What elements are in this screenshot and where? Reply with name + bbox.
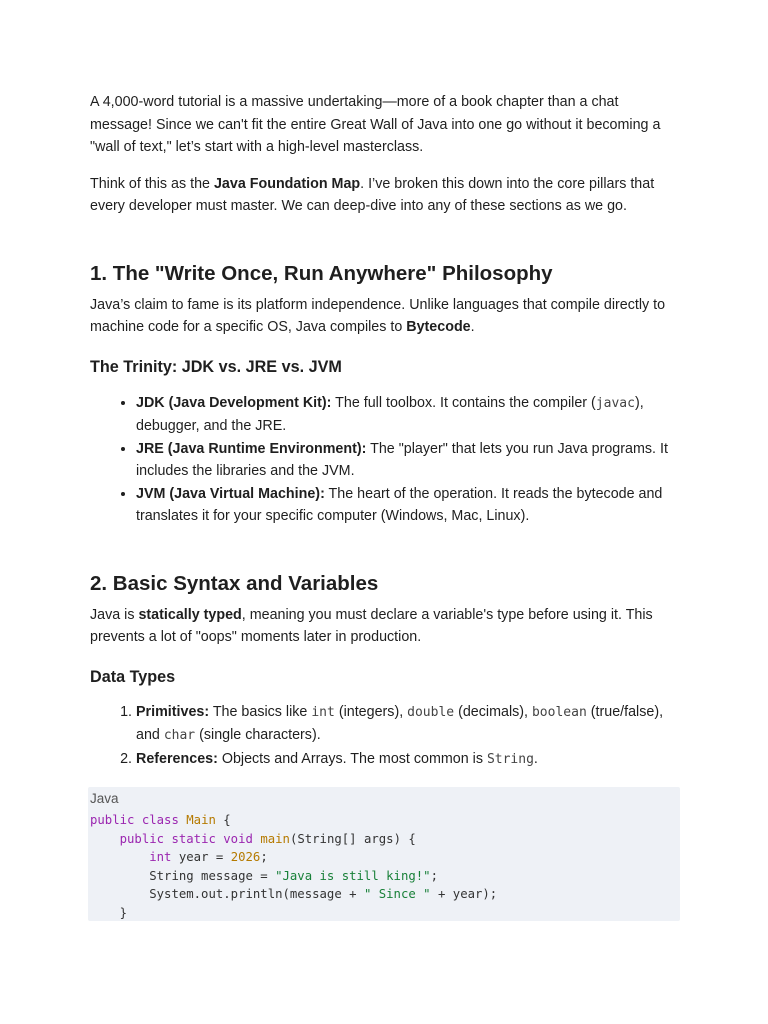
code-text: String message = xyxy=(149,868,276,883)
text: The heart of the operation. It reads the bytecode and translates it for your specific computer (Windows, Mac, Linux). xyxy=(136,485,663,524)
text: (true/false), and xyxy=(136,703,664,743)
article-content xyxy=(90,91,680,921)
code-keyword: class xyxy=(141,813,179,827)
section-2-heading: 2. Basic Syntax and Variables xyxy=(90,571,379,595)
intro-paragraph-1: A 4,000-word tutorial is a massive undertaking—more of a book chapter than a chat message! Since we can't fit the entire Great Wall of Java into one go without it becoming a "wall of text," let’s start with a high-level masterclass. xyxy=(90,94,661,155)
data-types-list xyxy=(90,701,680,772)
code-number: 2026 xyxy=(230,850,261,864)
code-keyword: public xyxy=(90,813,135,827)
code-text: year = xyxy=(171,850,231,864)
text: Java’s claim to fame is its platform independence. Unlike languages that compile directly to machine code for a specific OS, Java compiles to xyxy=(90,296,666,335)
text: Objects and Arrays. The most common is xyxy=(217,750,487,767)
code-class-name: Main xyxy=(186,813,216,827)
inline-code: double xyxy=(407,704,455,720)
text: Think of this as the xyxy=(90,175,214,192)
code-listing[interactable] xyxy=(88,809,680,921)
text: . xyxy=(470,319,475,335)
code-text: ; xyxy=(260,850,268,864)
code-type: int xyxy=(149,850,172,864)
bold-text: statically typed xyxy=(138,606,242,623)
text: The basics like xyxy=(209,703,312,720)
code-text: (String[] args) { xyxy=(289,831,416,846)
list-item-references xyxy=(136,748,680,772)
bold-text: JVM (Java Virtual Machine): xyxy=(136,485,325,502)
code-block[interactable] xyxy=(88,787,680,921)
code-text: + year); xyxy=(430,887,498,901)
section-2-paragraph xyxy=(90,604,680,649)
text: (decimals), xyxy=(454,703,532,720)
trinity-list xyxy=(90,392,680,528)
code-text: ; xyxy=(430,868,438,883)
code-text: } xyxy=(119,905,128,920)
bold-text: Primitives: xyxy=(136,703,210,720)
intro-paragraph-2 xyxy=(90,173,680,218)
text: The full toolbox. It contains the compiler ( xyxy=(331,394,596,411)
bold-text: References: xyxy=(136,750,218,767)
inline-code: int xyxy=(311,704,335,720)
code-text: { xyxy=(215,813,231,827)
section-1-heading: 1. The "Write Once, Run Anywhere" Philosophy xyxy=(90,261,553,285)
code-keyword: static xyxy=(171,831,216,846)
code-function-name: main xyxy=(260,831,290,846)
text: . I’ve broken this down into the core pillars that every developer must master. We can deep-dive into any of these sections as we go. xyxy=(90,175,655,214)
text: (single characters). xyxy=(195,727,321,743)
text: The "player" that lets you run Java programs. It includes the libraries and the JVM. xyxy=(136,440,668,479)
code-text: System.out.println(message + xyxy=(149,887,364,901)
text: Java is xyxy=(90,606,139,623)
code-keyword: void xyxy=(223,831,253,846)
text: ), debugger, and the JRE. xyxy=(136,394,644,434)
list-item-primitives xyxy=(136,701,680,748)
bold-text: Java Foundation Map xyxy=(213,175,361,192)
inline-code: char xyxy=(163,728,196,743)
code-string: "Java is still king!" xyxy=(275,868,431,883)
list-item-jvm xyxy=(136,483,680,528)
bold-text: JDK (Java Development Kit): xyxy=(136,394,332,411)
inline-code: javac xyxy=(595,395,635,411)
text: (integers), xyxy=(334,703,408,720)
bold-text: JRE (Java Runtime Environment): xyxy=(136,440,367,457)
bold-text: Bytecode xyxy=(406,319,471,335)
section-1-paragraph xyxy=(90,294,680,339)
section-1-subheading: The Trinity: JDK vs. JRE vs. JVM xyxy=(90,357,342,376)
code-keyword: public xyxy=(119,831,165,846)
inline-code: boolean xyxy=(531,704,587,720)
section-2-subheading: Data Types xyxy=(90,667,176,686)
list-item-jdk xyxy=(136,392,680,438)
text: . xyxy=(533,750,538,767)
code-string: " Since " xyxy=(363,887,431,901)
list-item-jre xyxy=(136,438,680,483)
inline-code: String xyxy=(486,751,534,767)
text: , meaning you must declare a variable's type before using it. This prevents a lot of "oops" moments later in production. xyxy=(90,606,653,645)
code-language-label: Java xyxy=(90,791,119,806)
